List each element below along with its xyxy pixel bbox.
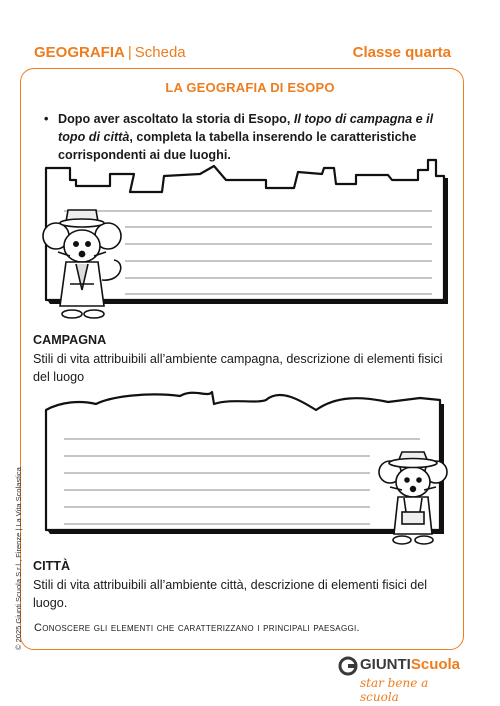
giunti-scuola-logo — [338, 656, 461, 704]
learning-objective: Conoscere gli elementi che caratterizzano i principali paesaggi. — [34, 622, 360, 634]
copyright-sidebar — [0, 0, 23, 706]
logo-brand-accent: Scuola — [410, 656, 461, 673]
campagna-description: Stili di vita attribuibili all’ambiente campagna, descrizione di elementi fisici del luogo — [33, 352, 443, 384]
citta-heading: CITTÀ — [33, 559, 71, 573]
countryside-box — [46, 392, 440, 530]
subject-label: GEOGRAFIA — [34, 44, 125, 61]
giunti-logo-icon — [338, 656, 358, 676]
header-separator: | — [127, 44, 132, 61]
campagna-heading: CAMPAGNA — [33, 333, 107, 347]
story-title: Il topo di campagna e il topo di città — [58, 112, 434, 144]
logo-tagline: star bene a scuola — [360, 676, 429, 704]
worksheet-title: LA GEOGRAFIA DI ESOPO — [165, 80, 335, 95]
class-label: Classe quarta — [352, 44, 451, 61]
instruction-part2: , completa la tabella inserendo le caratteristiche corrispondenti ai due luoghi. — [58, 130, 417, 162]
sheet-label: Scheda — [134, 44, 186, 61]
instruction-part1: Dopo aver ascoltato la storia di Esopo, — [58, 112, 294, 126]
copyright-text: © 2025 Giunti Scuola S.r.l., Firenze | La Vita Scolastica — [14, 467, 23, 650]
bullet-icon: • — [44, 112, 49, 126]
logo-brand-main: GIUNTI — [360, 656, 411, 673]
citta-description: Stili di vita attribuibili all’ambiente città, descrizione di elementi fisici del luogo. — [33, 578, 428, 610]
logo-brand — [360, 656, 460, 673]
